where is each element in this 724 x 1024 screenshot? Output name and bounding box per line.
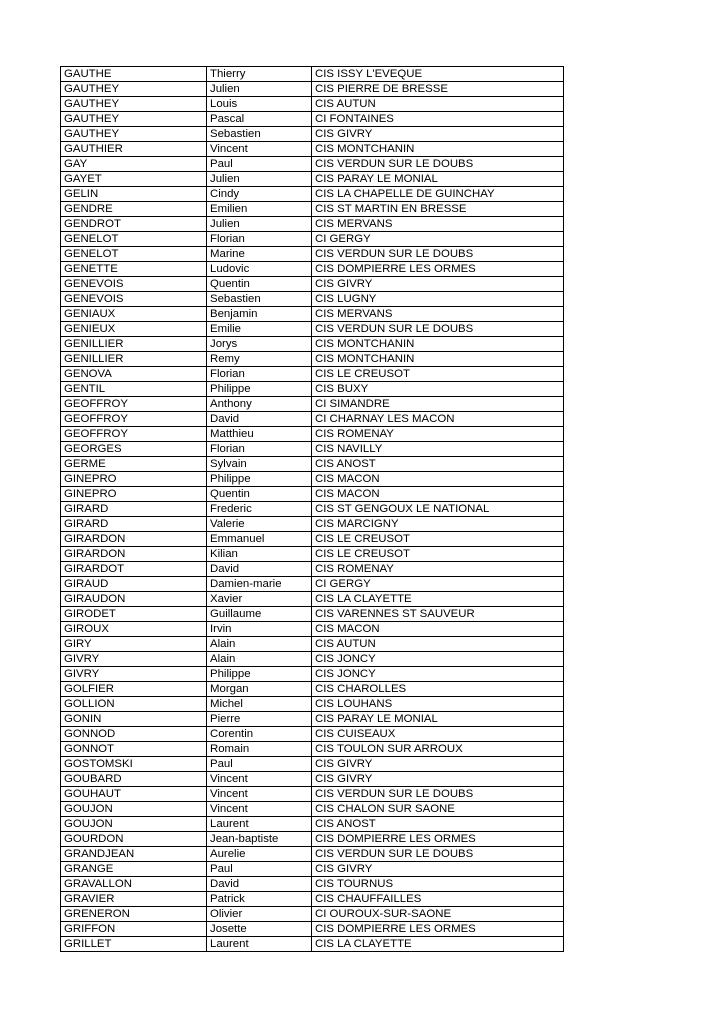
center-cell: CIS MONTCHANIN [312, 142, 564, 157]
last-name-cell: GRAVALLON [61, 877, 207, 892]
center-cell: CIS MERVANS [312, 217, 564, 232]
last-name-cell: GIRY [61, 637, 207, 652]
first-name-cell: Anthony [207, 397, 312, 412]
first-name-cell: Vincent [207, 802, 312, 817]
first-name-cell: Florian [207, 442, 312, 457]
table-row [61, 367, 564, 382]
center-cell: CIS PIERRE DE BRESSE [312, 82, 564, 97]
table-row [61, 652, 564, 667]
table-row [61, 232, 564, 247]
table-row [61, 862, 564, 877]
first-name-cell: Louis [207, 97, 312, 112]
first-name-cell: David [207, 877, 312, 892]
center-cell: CI GERGY [312, 232, 564, 247]
last-name-cell: GEOFFROY [61, 427, 207, 442]
center-cell: CIS ROMENAY [312, 562, 564, 577]
center-cell: CIS ST GENGOUX LE NATIONAL [312, 502, 564, 517]
first-name-cell: Florian [207, 232, 312, 247]
last-name-cell: GELIN [61, 187, 207, 202]
first-name-cell: Emmanuel [207, 532, 312, 547]
last-name-cell: GEOFFROY [61, 412, 207, 427]
center-cell: CIS LE CREUSOT [312, 367, 564, 382]
table-row [61, 727, 564, 742]
last-name-cell: GOSTOMSKI [61, 757, 207, 772]
first-name-cell: Michel [207, 697, 312, 712]
first-name-cell: Sebastien [207, 127, 312, 142]
center-cell: CIS CHAROLLES [312, 682, 564, 697]
first-name-cell: Julien [207, 217, 312, 232]
first-name-cell: Xavier [207, 592, 312, 607]
table-row [61, 832, 564, 847]
first-name-cell: Vincent [207, 787, 312, 802]
table-row [61, 427, 564, 442]
table-row [61, 607, 564, 622]
center-cell: CIS MONTCHANIN [312, 352, 564, 367]
last-name-cell: GAUTHEY [61, 112, 207, 127]
table-row [61, 877, 564, 892]
center-cell: CIS VERDUN SUR LE DOUBS [312, 322, 564, 337]
first-name-cell: Paul [207, 862, 312, 877]
center-cell: CIS AUTUN [312, 97, 564, 112]
table-row [61, 82, 564, 97]
first-name-cell: Valerie [207, 517, 312, 532]
last-name-cell: GIVRY [61, 652, 207, 667]
first-name-cell: Remy [207, 352, 312, 367]
first-name-cell: Matthieu [207, 427, 312, 442]
center-cell: CI OUROUX-SUR-SAONE [312, 907, 564, 922]
last-name-cell: GIROUX [61, 622, 207, 637]
first-name-cell: Damien-marie [207, 577, 312, 592]
center-cell: CIS ANOST [312, 457, 564, 472]
first-name-cell: Jean-baptiste [207, 832, 312, 847]
center-cell: CIS GIVRY [312, 862, 564, 877]
first-name-cell: Sylvain [207, 457, 312, 472]
table-row [61, 217, 564, 232]
last-name-cell: GAUTHEY [61, 97, 207, 112]
table-row [61, 457, 564, 472]
last-name-cell: GIRARD [61, 502, 207, 517]
center-cell: CIS LE CREUSOT [312, 532, 564, 547]
table-row [61, 697, 564, 712]
last-name-cell: GOLLION [61, 697, 207, 712]
center-cell: CIS LUGNY [312, 292, 564, 307]
center-cell: CIS ANOST [312, 817, 564, 832]
table-row [61, 667, 564, 682]
last-name-cell: GIRAUD [61, 577, 207, 592]
center-cell: CIS NAVILLY [312, 442, 564, 457]
center-cell: CIS MARCIGNY [312, 517, 564, 532]
table-row [61, 247, 564, 262]
table-row [61, 397, 564, 412]
table-row [61, 337, 564, 352]
table-row [61, 907, 564, 922]
table-row [61, 67, 564, 82]
table-row [61, 187, 564, 202]
table-row [61, 577, 564, 592]
first-name-cell: Guillaume [207, 607, 312, 622]
first-name-cell: Laurent [207, 817, 312, 832]
last-name-cell: GENDRE [61, 202, 207, 217]
last-name-cell: GIRARDON [61, 547, 207, 562]
last-name-cell: GIRARDON [61, 532, 207, 547]
center-cell: CIS VERDUN SUR LE DOUBS [312, 787, 564, 802]
center-cell: CI SIMANDRE [312, 397, 564, 412]
table-row [61, 517, 564, 532]
table-row [61, 532, 564, 547]
last-name-cell: GEORGES [61, 442, 207, 457]
last-name-cell: GENIEUX [61, 322, 207, 337]
last-name-cell: GAUTHEY [61, 82, 207, 97]
center-cell: CIS ROMENAY [312, 427, 564, 442]
last-name-cell: GONIN [61, 712, 207, 727]
last-name-cell: GENELOT [61, 247, 207, 262]
last-name-cell: GENIAUX [61, 307, 207, 322]
first-name-cell: Benjamin [207, 307, 312, 322]
center-cell: CIS MACON [312, 487, 564, 502]
last-name-cell: GAUTHE [61, 67, 207, 82]
table-row [61, 547, 564, 562]
first-name-cell: Thierry [207, 67, 312, 82]
table-row [61, 112, 564, 127]
table-row [61, 487, 564, 502]
center-cell: CIS PARAY LE MONIAL [312, 712, 564, 727]
last-name-cell: GOUHAUT [61, 787, 207, 802]
center-cell: CIS TOULON SUR ARROUX [312, 742, 564, 757]
last-name-cell: GOURDON [61, 832, 207, 847]
center-cell: CIS ISSY L'EVEQUE [312, 67, 564, 82]
first-name-cell: Kilian [207, 547, 312, 562]
table-row [61, 172, 564, 187]
center-cell: CIS LA CHAPELLE DE GUINCHAY [312, 187, 564, 202]
first-name-cell: Julien [207, 82, 312, 97]
first-name-cell: Alain [207, 652, 312, 667]
table-row [61, 202, 564, 217]
center-cell: CIS LA CLAYETTE [312, 592, 564, 607]
last-name-cell: GOUJON [61, 802, 207, 817]
last-name-cell: GRANGE [61, 862, 207, 877]
last-name-cell: GIRARD [61, 517, 207, 532]
table-row [61, 622, 564, 637]
table-row [61, 382, 564, 397]
last-name-cell: GOUBARD [61, 772, 207, 787]
table-row [61, 922, 564, 937]
table-row [61, 637, 564, 652]
table-row [61, 592, 564, 607]
center-cell: CIS MERVANS [312, 307, 564, 322]
last-name-cell: GAUTHIER [61, 142, 207, 157]
center-cell: CIS GIVRY [312, 757, 564, 772]
center-cell: CIS CHAUFFAILLES [312, 892, 564, 907]
last-name-cell: GENILLIER [61, 337, 207, 352]
first-name-cell: Patrick [207, 892, 312, 907]
roster-body [61, 67, 564, 952]
first-name-cell: Quentin [207, 277, 312, 292]
last-name-cell: GEOFFROY [61, 397, 207, 412]
table-row [61, 802, 564, 817]
table-row [61, 292, 564, 307]
first-name-cell: Alain [207, 637, 312, 652]
first-name-cell: Jorys [207, 337, 312, 352]
center-cell: CIS AUTUN [312, 637, 564, 652]
first-name-cell: Romain [207, 742, 312, 757]
last-name-cell: GINEPRO [61, 487, 207, 502]
last-name-cell: GAY [61, 157, 207, 172]
roster-table [60, 66, 564, 952]
table-row [61, 712, 564, 727]
table-row [61, 127, 564, 142]
table-row [61, 322, 564, 337]
first-name-cell: Morgan [207, 682, 312, 697]
first-name-cell: Aurelie [207, 847, 312, 862]
first-name-cell: Philippe [207, 667, 312, 682]
center-cell: CIS VARENNES ST SAUVEUR [312, 607, 564, 622]
center-cell: CIS BUXY [312, 382, 564, 397]
first-name-cell: Irvin [207, 622, 312, 637]
first-name-cell: Sebastien [207, 292, 312, 307]
first-name-cell: Quentin [207, 487, 312, 502]
last-name-cell: GOLFIER [61, 682, 207, 697]
center-cell: CIS JONCY [312, 667, 564, 682]
last-name-cell: GENEVOIS [61, 277, 207, 292]
last-name-cell: GRENERON [61, 907, 207, 922]
last-name-cell: GAUTHEY [61, 127, 207, 142]
center-cell: CIS ST MARTIN EN BRESSE [312, 202, 564, 217]
center-cell: CIS LA CLAYETTE [312, 937, 564, 952]
first-name-cell: Vincent [207, 142, 312, 157]
last-name-cell: GENILLIER [61, 352, 207, 367]
table-row [61, 847, 564, 862]
center-cell: CIS MACON [312, 472, 564, 487]
first-name-cell: Corentin [207, 727, 312, 742]
table-row [61, 307, 564, 322]
first-name-cell: Julien [207, 172, 312, 187]
center-cell: CIS GIVRY [312, 127, 564, 142]
first-name-cell: Marine [207, 247, 312, 262]
center-cell: CIS VERDUN SUR LE DOUBS [312, 247, 564, 262]
center-cell: CIS LOUHANS [312, 697, 564, 712]
first-name-cell: Frederic [207, 502, 312, 517]
center-cell: CI GERGY [312, 577, 564, 592]
table-row [61, 502, 564, 517]
first-name-cell: Paul [207, 157, 312, 172]
center-cell: CIS VERDUN SUR LE DOUBS [312, 847, 564, 862]
first-name-cell: Josette [207, 922, 312, 937]
first-name-cell: Philippe [207, 382, 312, 397]
center-cell: CIS CHALON SUR SAONE [312, 802, 564, 817]
table-row [61, 817, 564, 832]
center-cell: CI CHARNAY LES MACON [312, 412, 564, 427]
center-cell: CIS GIVRY [312, 277, 564, 292]
last-name-cell: GERME [61, 457, 207, 472]
table-row [61, 787, 564, 802]
table-row [61, 412, 564, 427]
center-cell: CIS LE CREUSOT [312, 547, 564, 562]
last-name-cell: GENEVOIS [61, 292, 207, 307]
table-row [61, 937, 564, 952]
center-cell: CIS JONCY [312, 652, 564, 667]
center-cell: CIS MACON [312, 622, 564, 637]
table-row [61, 682, 564, 697]
first-name-cell: Paul [207, 757, 312, 772]
last-name-cell: GINEPRO [61, 472, 207, 487]
center-cell: CIS TOURNUS [312, 877, 564, 892]
first-name-cell: Emilie [207, 322, 312, 337]
center-cell: CIS GIVRY [312, 772, 564, 787]
table-row [61, 757, 564, 772]
center-cell: CIS VERDUN SUR LE DOUBS [312, 157, 564, 172]
last-name-cell: GENDROT [61, 217, 207, 232]
last-name-cell: GAYET [61, 172, 207, 187]
center-cell: CIS DOMPIERRE LES ORMES [312, 922, 564, 937]
table-row [61, 772, 564, 787]
center-cell: CIS DOMPIERRE LES ORMES [312, 832, 564, 847]
first-name-cell: Cindy [207, 187, 312, 202]
last-name-cell: GENETTE [61, 262, 207, 277]
center-cell: CIS CUISEAUX [312, 727, 564, 742]
last-name-cell: GENOVA [61, 367, 207, 382]
last-name-cell: GONNOD [61, 727, 207, 742]
first-name-cell: Pierre [207, 712, 312, 727]
table-row [61, 472, 564, 487]
last-name-cell: GONNOT [61, 742, 207, 757]
last-name-cell: GENTIL [61, 382, 207, 397]
center-cell: CI FONTAINES [312, 112, 564, 127]
table-row [61, 262, 564, 277]
last-name-cell: GIRARDOT [61, 562, 207, 577]
first-name-cell: Ludovic [207, 262, 312, 277]
center-cell: CIS DOMPIERRE LES ORMES [312, 262, 564, 277]
table-row [61, 442, 564, 457]
last-name-cell: GRAVIER [61, 892, 207, 907]
first-name-cell: Olivier [207, 907, 312, 922]
center-cell: CIS MONTCHANIN [312, 337, 564, 352]
first-name-cell: Laurent [207, 937, 312, 952]
last-name-cell: GRILLET [61, 937, 207, 952]
first-name-cell: David [207, 562, 312, 577]
table-row [61, 742, 564, 757]
first-name-cell: Florian [207, 367, 312, 382]
table-row [61, 562, 564, 577]
last-name-cell: GIRAUDON [61, 592, 207, 607]
last-name-cell: GIVRY [61, 667, 207, 682]
last-name-cell: GENELOT [61, 232, 207, 247]
table-row [61, 142, 564, 157]
first-name-cell: Pascal [207, 112, 312, 127]
last-name-cell: GRANDJEAN [61, 847, 207, 862]
table-row [61, 352, 564, 367]
table-row [61, 277, 564, 292]
table-row [61, 97, 564, 112]
center-cell: CIS PARAY LE MONIAL [312, 172, 564, 187]
first-name-cell: Emilien [207, 202, 312, 217]
table-row [61, 157, 564, 172]
first-name-cell: Philippe [207, 472, 312, 487]
last-name-cell: GIRODET [61, 607, 207, 622]
first-name-cell: Vincent [207, 772, 312, 787]
last-name-cell: GOUJON [61, 817, 207, 832]
table-row [61, 892, 564, 907]
first-name-cell: David [207, 412, 312, 427]
last-name-cell: GRIFFON [61, 922, 207, 937]
